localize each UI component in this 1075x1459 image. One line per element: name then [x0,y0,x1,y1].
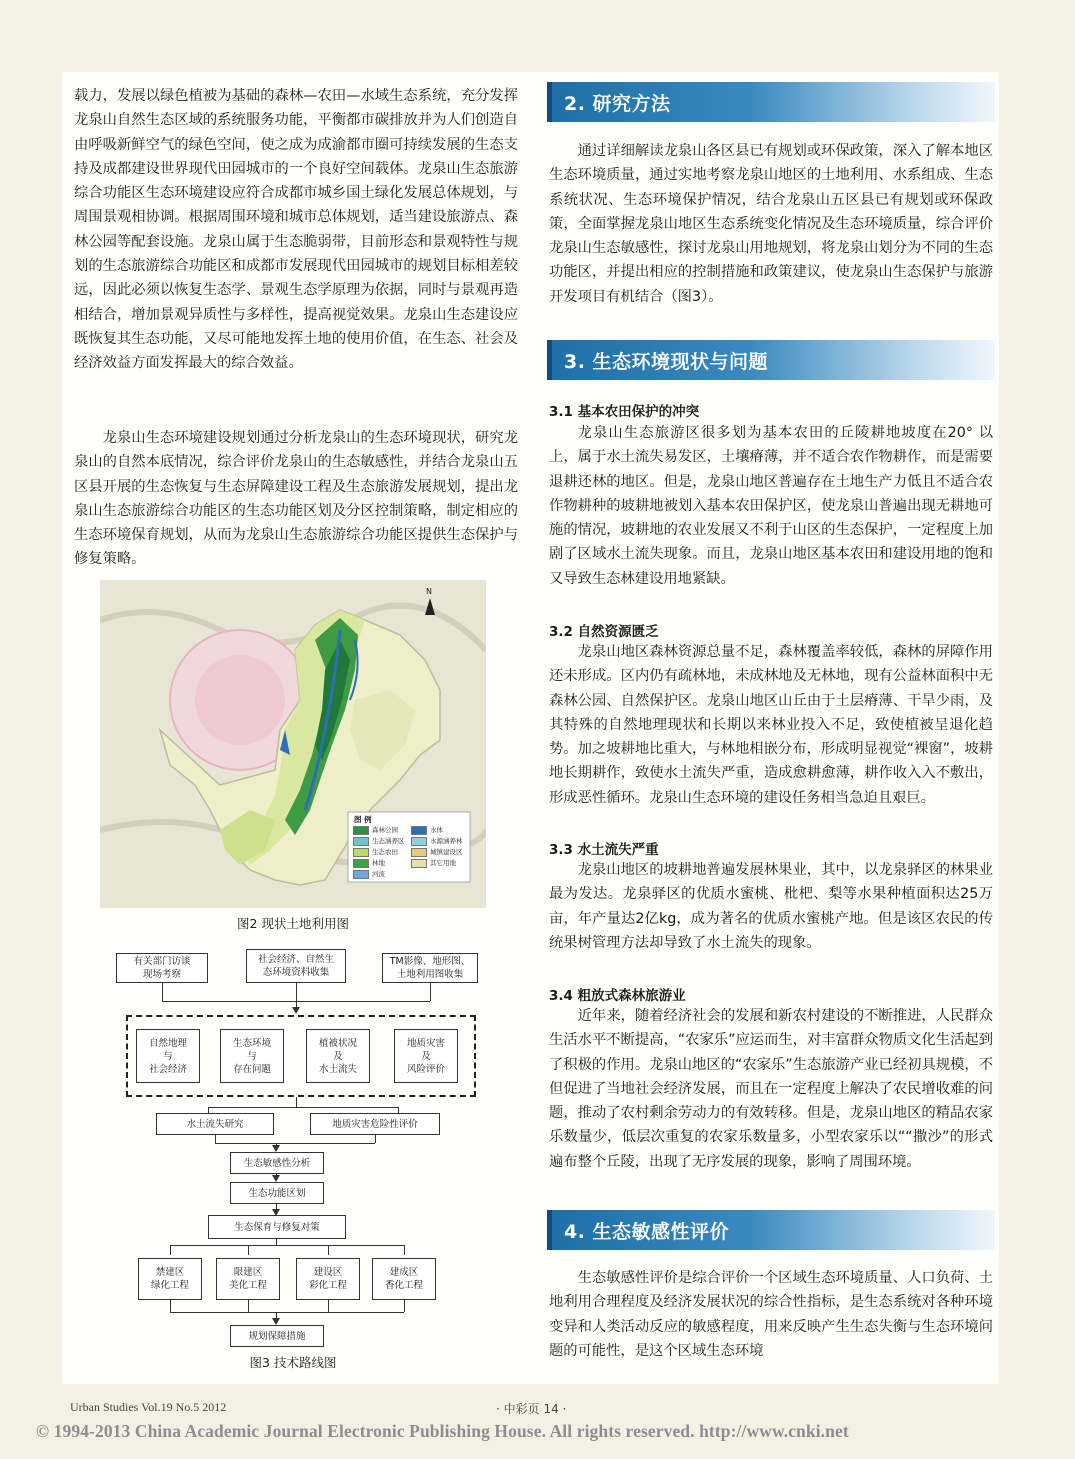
left-paragraph-1: 载力，发展以绿色植被为基础的森林—农田—水域生态系统，充分发挥龙泉山自然生态区域的系统服务功能，平衡都市碳排放并为人们创造自由呼吸新鲜空气的绿色空间，使之成为成渝都市圈可持续发展的生态支持及成都建设世界现代田园城市的一个良好空间载体。龙泉山生态旅游综合功能区生态环境建设应符合成都市城乡国土绿化发展总体规划，与周围景观相协调。根据周围环境和城市总体规划，适当建设旅游点、森林公园等配套设施。龙泉山属于生态脆弱带，目前形态和景观特性与规划的生态旅游综合功能区和成都市发展现代田园城市的规划目标相差较远，因此必须以恢复生态学、景观生态学原理为依据，同时与景观再造相结合，增加景观异质性与多样性，提高视觉效果。龙泉山生态建设应既恢复其生态功能，又尽可能地发挥土地的使用价值，在生态、社会及经济效益方面发挥最大的综合效益。 [74,88,518,372]
flow-box-sensitivity: 生态敏感性分析 [230,1152,324,1174]
map-legend-label: 其它用地 [430,859,456,867]
subsection-3-1-title: 3.1 基本农田保护的冲突 [549,404,700,420]
svg-text:N: N [426,587,432,596]
subsection-3-4-title: 3.4 粗放式森林旅游业 [549,988,686,1004]
section-3-title: 3. 生态环境现状与问题 [564,351,769,373]
page-number: · 中彩页 14 · [496,1402,567,1416]
journal-footer: Urban Studies Vol.19 No.5 2012 [70,1400,227,1414]
land-use-map [100,580,486,908]
map-legend-title: 图 例 [354,815,372,824]
flow-box-interview: 有关部门访谈 现场考察 [116,953,208,983]
flow-box-imagery: TM影像、地形图、 土地利用图收集 [382,953,478,983]
subsection-3-2-title: 3.2 自然资源匮乏 [549,624,659,640]
section-4-title: 4. 生态敏感性评价 [564,1221,730,1243]
section-2-title: 2. 研究方法 [564,93,671,115]
figure-3-caption: 图3 技术路线图 [249,1355,337,1370]
map-legend-item [353,859,385,868]
section-4-header [547,1210,995,1250]
map-legend-label: 城镇建设区 [430,848,463,856]
figure-2-caption: 图2 现状土地利用图 [237,916,349,931]
flow-box-conservation: 生态保育与修复对策 [208,1215,346,1239]
section-3-header [547,340,995,380]
flow-box-zone-restricted: 限建区 美化工程 [216,1258,280,1300]
section-4-paragraph: 生态敏感性评价是综合评价一个区域生态环境质量、人口负荷、土地利用合理程度及经济发展状况的综合性指标，是生态系统对各种环境变异和人类活动反应的敏感程度，用来反映产生生态失衡与生态环境问题的可能性，是这个区域生态环境 [549,1270,993,1359]
map-legend-label: 林地 [372,859,385,867]
map-legend-swatch [353,837,369,846]
map-legend-label: 生态农田 [372,848,398,856]
flow-box-hazard-eval: 地质灾害危险性评价 [310,1113,440,1135]
map-legend-swatch [411,837,427,846]
map-legend-item [353,870,385,879]
left-paragraph-2: 龙泉山生态环境建设规划通过分析龙泉山的生态环境现状，研究龙泉山的自然本底情况，综合评价龙泉山的生态敏感性，并结合龙泉山五区县开展的生态恢复与生态屏障建设工程及生态旅游发展规划，提出龙泉山生态旅游综合功能区的生态功能区划及分区控制策略，制定相应的生态环境保育规划，从而为龙泉山生态旅游综合功能区提供生态保护与修复策略。 [74,430,518,568]
flow-box-zone-construction: 建设区 彩化工程 [296,1258,360,1300]
map-legend-swatch [353,826,369,835]
map-legend-item [411,837,463,846]
map-legend-swatch [353,848,369,857]
map-legend-item [411,859,456,868]
map-legend-swatch [353,859,369,868]
subsection-3-3-paragraph: 龙泉山地区的坡耕地普遍发展林果业，其中，以龙泉驿区的林果业最为发达。龙泉驿区的优质水蜜桃、枇杷、梨等水果种植面积达25万亩，年产量达2亿kg，成为著名的优质水蜜桃产地。但是该区农民的传统果树管理方法却导致了水土流失的现象。 [549,862,993,951]
map-legend-label: 森林公园 [372,826,398,834]
flow-box-environment: 生态环境 与 存在问题 [220,1029,284,1083]
map-legend-swatch [411,848,427,857]
section-2-paragraph: 通过详细解读龙泉山各区县已有规划或环保政策，深入了解本地区生态环境质量，通过实地考察龙泉山地区的土地利用、水系组成、生态系统状况、生态环境保护情况，结合龙泉山五区县已有规划或环保政策，全面掌握龙泉山地区生态系统变化情况及生态环境质量，综合评价龙泉山生态敏感性，探讨龙泉山用地规划，将龙泉山划分为不同的生态功能区，并提出相应的控制措施和政策建议，使龙泉山生态保护与旅游开发项目有机结合（图3）。 [549,143,993,305]
subsection-3-4-paragraph: 近年来，随着经济社会的发展和新农村建设的不断推进，人民群众生活水平不断提高，“农家乐”应运而生，对丰富群众物质文化生活起到了积极的作用。龙泉山地区的“农家乐”生态旅游产业已经初具规模，不但促进了当地社会经济发展，而且在一定程度上解决了农民增收难的问题，推动了农村剩余劳动力的有效转移。但是，龙泉山地区的精品农家乐数量少，低层次重复的农家乐数量多，小型农家乐以““撒沙”的形式遍布整个丘陵，出现了无序发展的现象，影响了周围环境。 [549,1008,993,1170]
map-legend-swatch [411,826,427,835]
flow-box-data-collection: 社会经济、自然生 态环境资料收集 [246,949,346,983]
subsection-3-3-title: 3.3 水土流失严重 [549,842,659,858]
subsection-3-2-paragraph: 龙泉山地区森林资源总量不足，森林覆盖率较低，森林的屏障作用还未形成。区内仍有疏林地，未成林地及无林地，现有公益林面积中无森林公园、自然保护区。龙泉山地区山丘由于土层瘠薄、干旱少雨，及其特殊的自然地理现状和长期以来林业投入不足，致使植被呈退化趋势。加之坡耕地比重大，与林地相嵌分布，形成明显视觉“裸窗”，坡耕地长期耕作，致使水土流失严重，造成愈耕愈薄，耕作收入入不敷出，形成恶性循环。龙泉山生态环境的建设任务相当急迫且艰巨。 [549,644,993,806]
flow-box-zone-prohibited: 禁建区 绿化工程 [138,1258,202,1300]
copyright-watermark: © 1994-2013 China Academic Journal Electronic Publishing House. All rights reserved. http://www.cnki.net [36,1421,849,1441]
flow-box-safeguards: 规划保障措施 [230,1325,324,1347]
subsection-3-1-paragraph: 龙泉山生态旅游区很多划为基本农田的丘陵耕地坡度在20° 以上，属于水土流失易发区，土壤瘠薄，并不适合农作物耕作，而是需要退耕还林的地区。但是，龙泉山地区普遍存在土地生产力低且不适合农作物耕种的坡耕地被划入基本农田保护区，使龙泉山普遍出现无耕地可施的情况，坡耕地的农业发展又不利于山区的生态保护，一定程度上加剧了区域水土流失现象。而且，龙泉山地区基本农田和建设用地的饱和又导致生态林建设用地紧缺。 [549,425,993,587]
map-legend-item [353,848,398,857]
map-legend-item [353,837,405,846]
map-legend-swatch [353,870,369,879]
map-legend-label: 水源涵养林 [430,837,463,845]
map-legend-label: 水体 [430,826,443,834]
technical-route-flowchart [98,945,484,1355]
flow-box-geohazard: 地质灾害 及 风险评价 [394,1029,458,1083]
map-legend-swatch [411,859,427,868]
flow-box-geography: 自然地理 与 社会经济 [136,1029,200,1083]
map-legend-item [411,826,443,835]
map-legend-label: 生态涵养区 [372,837,405,845]
map-legend-item [411,848,463,857]
section-2-header [547,82,995,122]
map-legend-label: 河流 [372,870,385,878]
flow-box-zone-built: 建成区 香化工程 [372,1258,436,1300]
flow-box-vegetation: 植被状况 及 水土流失 [306,1029,370,1083]
flow-box-soil-erosion: 水土流失研究 [156,1113,274,1135]
map-legend-item [353,826,398,835]
flow-box-zoning: 生态功能区划 [230,1182,324,1204]
